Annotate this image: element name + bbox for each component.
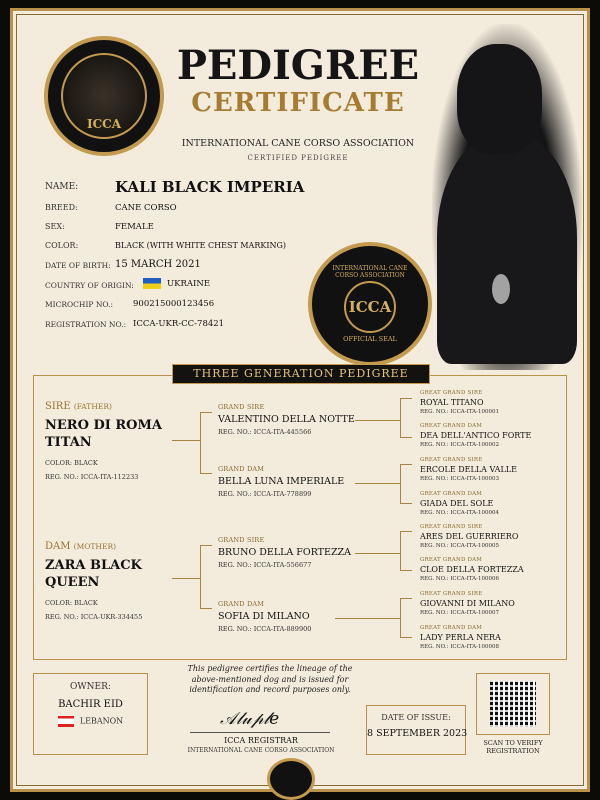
breed-label: BREED: — [45, 203, 78, 212]
breed-value: CANE CORSO — [115, 203, 177, 213]
statement: This pedigree certifies the lineage of the above-mentioned dog and is issued for identification and record purposes only. — [187, 664, 353, 694]
ggp-reg: REG. NO.: ICCA-ITA-100007 — [420, 610, 499, 616]
microchip-value: 900215000123456 — [133, 299, 215, 309]
color-value: BLACK (WITH WHITE CHEST MARKING) — [115, 241, 286, 250]
registration-label: REGISTRATION NO.: — [45, 320, 127, 329]
dob-value: 15 MARCH 2021 — [115, 259, 201, 270]
icca-logo — [44, 36, 164, 156]
great-grandparent-2 — [420, 423, 531, 449]
ggp-name: ARES DEL GUERRIERO — [420, 532, 519, 541]
gp-name: SOFIA DI MILANO — [218, 611, 310, 622]
grandparent-3 — [218, 536, 351, 569]
grandparent-2 — [218, 465, 344, 498]
logo-text: ICCA — [86, 117, 122, 131]
registrar-org: INTERNATIONAL CANE CORSO ASSOCIATION — [187, 747, 335, 754]
issue-date-box — [366, 705, 466, 755]
dam-block — [45, 541, 142, 621]
qr-code-icon — [490, 681, 536, 727]
issue-date: 8 SEPTEMBER 2023 — [367, 728, 468, 739]
seal-bottom-text: OFFICIAL SEAL — [343, 335, 397, 343]
gp-reg: REG. NO.: ICCA-ITA-556677 — [218, 561, 312, 569]
dob-label: DATE OF BIRTH: — [45, 261, 111, 270]
sire-role: (FATHER) — [73, 402, 112, 411]
ggp-name: DEA DELL'ANTICO FORTE — [420, 431, 532, 440]
ggp-name: LADY PERLA NERA — [420, 633, 501, 642]
great-grandparent-6 — [420, 557, 524, 583]
sire-color: COLOR: BLACK — [45, 459, 98, 467]
registration-value: ICCA-UKR-CC-78421 — [133, 319, 225, 329]
great-grandparent-1 — [420, 390, 499, 416]
sire-reg: REG. NO.: ICCA-ITA-112233 — [45, 473, 139, 481]
ggp-label: GREAT GRAND DAM — [420, 491, 483, 497]
owner-name: BACHIR EID — [58, 699, 123, 710]
ggp-reg: REG. NO.: ICCA-ITA-100006 — [420, 576, 499, 582]
lebanon-flag-icon — [58, 716, 74, 727]
dam-color: COLOR: BLACK — [45, 599, 98, 607]
owner-box — [33, 673, 148, 755]
ggp-label: GREAT GRAND DAM — [420, 625, 483, 631]
ggp-reg: REG. NO.: ICCA-ITA-100003 — [420, 476, 499, 482]
sire-label: SIRE — [45, 401, 71, 412]
pedigree-banner: THREE GENERATION PEDIGREE — [172, 364, 430, 384]
great-grandparent-7 — [420, 591, 515, 617]
ggp-label: GREAT GRAND DAM — [420, 557, 483, 563]
seal-top-text: INTERNATIONAL CANE CORSO ASSOCIATION — [332, 265, 408, 279]
country-text: UKRAINE — [167, 279, 211, 289]
certified-label: CERTIFIED PEDIGREE — [247, 154, 349, 162]
gp-label: GRAND DAM — [218, 465, 265, 473]
dam-role: (MOTHER) — [73, 542, 117, 551]
association-name: INTERNATIONAL CANE CORSO ASSOCIATION — [181, 138, 415, 149]
ggp-reg: REG. NO.: ICCA-ITA-100008 — [420, 644, 499, 650]
qr-caption — [470, 739, 556, 755]
ggp-label: GREAT GRAND SIRE — [420, 524, 483, 530]
sex-label: SEX: — [45, 222, 65, 231]
title: PEDIGREE — [176, 42, 420, 89]
dog-name: KALI BLACK IMPERIA — [115, 178, 305, 196]
signature: 𝒜𝓁𝓊𝓅𝓁𝑒 — [220, 709, 280, 729]
gp-reg: REG. NO.: ICCA-ITA-889900 — [218, 625, 312, 633]
ggp-name: ROYAL TITANO — [420, 398, 484, 407]
gp-name: VALENTINO DELLA NOTTE — [218, 414, 355, 425]
ggp-reg: REG. NO.: ICCA-ITA-100004 — [420, 510, 499, 516]
ggp-label: GREAT GRAND SIRE — [420, 457, 483, 463]
ggp-reg: REG. NO.: ICCA-ITA-100001 — [420, 409, 499, 415]
ggp-name: GIOVANNI DI MILANO — [420, 599, 515, 608]
dam-name-line2: QUEEN — [45, 575, 100, 590]
ggp-name: GIADA DEL SOLE — [420, 499, 494, 508]
qr-caption-2: REGISTRATION — [486, 747, 540, 755]
grandparent-1 — [218, 403, 355, 436]
dam-name-line1: ZARA BLACK — [45, 558, 142, 573]
ggp-name: CLOE DELLA FORTEZZA — [420, 565, 524, 574]
sire-name-line2: TITAN — [45, 435, 92, 450]
dog-head-icon — [61, 53, 147, 139]
dam-reg: REG. NO.: ICCA-UKR-334455 — [45, 613, 143, 621]
gp-label: GRAND SIRE — [218, 403, 265, 411]
signature-line — [190, 732, 330, 733]
microchip-label: MICROCHIP NO.: — [45, 300, 114, 309]
great-grandparent-3 — [420, 457, 517, 483]
grandparent-4 — [218, 600, 311, 633]
great-grandparent-5 — [420, 524, 518, 550]
seal-center: ICCA — [344, 281, 396, 333]
country-label: COUNTRY OF ORIGIN: — [45, 281, 134, 290]
gp-reg: REG. NO.: ICCA-ITA-778899 — [218, 490, 312, 498]
ggp-label: GREAT GRAND DAM — [420, 423, 483, 429]
ggp-label: GREAT GRAND SIRE — [420, 390, 483, 396]
ggp-reg: REG. NO.: ICCA-ITA-100002 — [420, 442, 499, 448]
official-seal — [308, 242, 432, 366]
subtitle: CERTIFICATE — [191, 88, 405, 118]
owner-country-text: LEBANON — [79, 716, 124, 726]
qr-caption-1: SCAN TO VERIFY — [483, 739, 543, 747]
ggp-name: ERCOLE DELLA VALLE — [420, 465, 517, 474]
issue-label: DATE OF ISSUE: — [381, 713, 451, 722]
sire-name-line1: NERO DI ROMA — [45, 418, 162, 433]
gp-label: GRAND DAM — [218, 600, 265, 608]
owner-country — [34, 716, 147, 727]
gp-name: BELLA LUNA IMPERIALE — [218, 476, 345, 487]
ukraine-flag-icon — [143, 278, 161, 289]
color-label: COLOR: — [45, 241, 79, 250]
registrar-title: ICCA REGISTRAR — [224, 736, 298, 745]
gp-label: GRAND SIRE — [218, 536, 265, 544]
name-label: NAME: — [45, 182, 79, 192]
gp-reg: REG. NO.: ICCA-ITA-445566 — [218, 428, 312, 436]
country-value — [143, 278, 210, 289]
great-grandparent-4 — [420, 491, 499, 517]
ggp-label: GREAT GRAND SIRE — [420, 591, 483, 597]
great-grandparent-8 — [420, 625, 501, 651]
dog-photo — [432, 24, 582, 370]
ggp-reg: REG. NO.: ICCA-ITA-100005 — [420, 543, 499, 549]
owner-label: OWNER: — [70, 682, 111, 692]
sex-value: FEMALE — [115, 222, 154, 232]
dam-label: DAM — [45, 541, 71, 552]
qr-code[interactable] — [476, 673, 550, 735]
dog-medal-icon — [267, 758, 315, 800]
gp-name: BRUNO DELLA FORTEZZA — [218, 547, 352, 558]
sire-block — [45, 401, 162, 481]
